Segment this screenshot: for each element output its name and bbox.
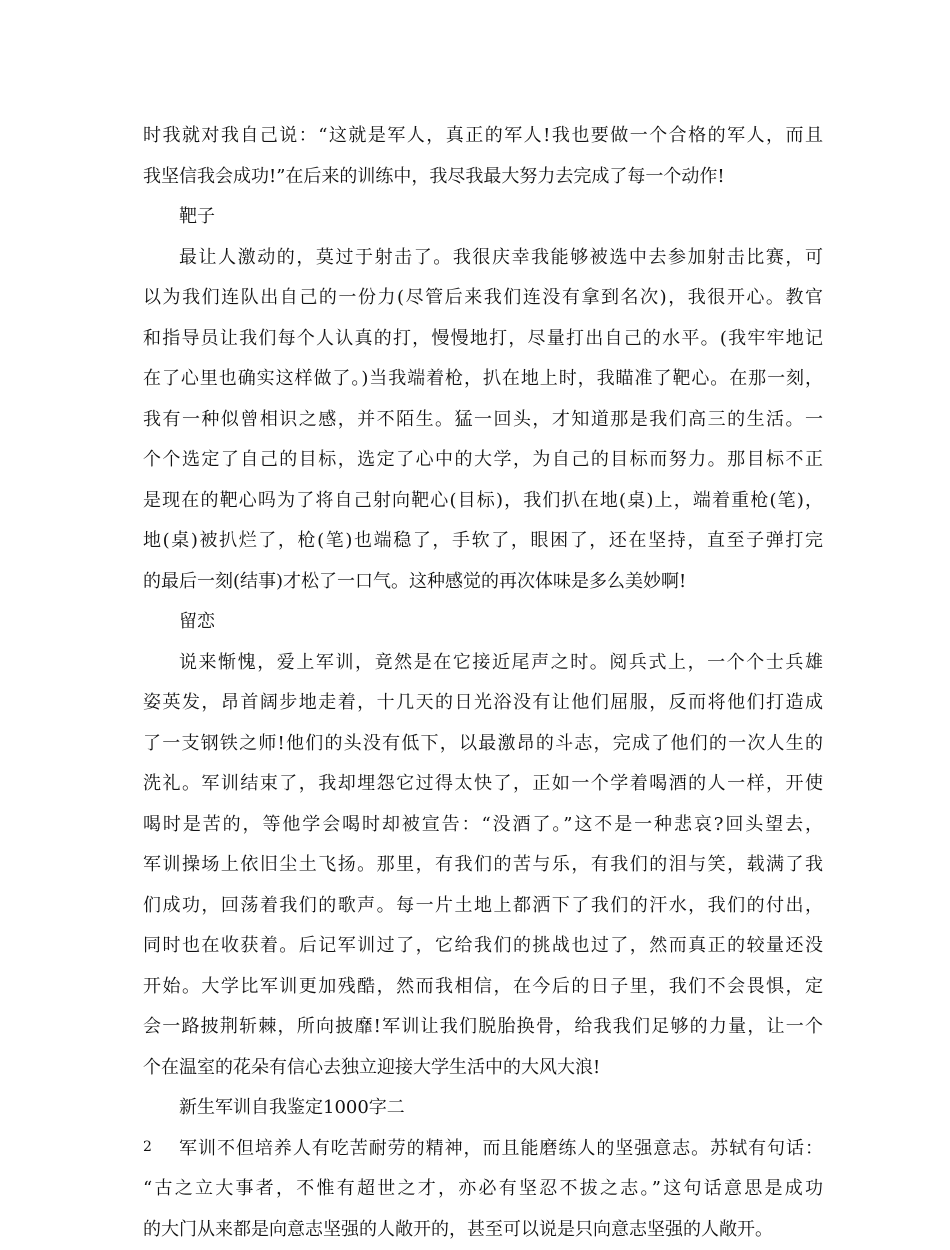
text-line: 在了心里也确实这样做了。)当我端着枪，扒在地上时，我瞄准了靶心。在那一刻， [143,359,823,400]
text-line: 军训不但培养人有吃苦耐劳的精神，而且能磨练人的坚强意志。苏轼有句话： [143,1129,823,1170]
text-line: 姿英发，昂首阔步地走着，十几天的日光浴没有让他们屈服，反而将他们打造成 [143,683,823,724]
text-line: 靶子 [143,197,823,238]
text-line: 个在温室的花朵有信心去独立迎接大学生活中的大风大浪! [143,1048,823,1089]
text-line: 喝时是苦的，等他学会喝时却被宣告：“没酒了。”这不是一种悲哀?回头望去， [143,805,823,846]
page-number: 2 [143,1138,152,1156]
text-line: 会一路披荆斩棘，所向披靡!军训让我们脱胎换骨，给我我们足够的力量，让一个 [143,1007,823,1048]
text-line: 时我就对我自己说：“这就是军人，真正的军人!我也要做一个合格的军人，而且 [143,116,823,157]
text-line: 和指导员让我们每个人认真的打，慢慢地打，尽量打出自己的水平。(我牢牢地记 [143,319,823,360]
text-line: 们成功，回荡着我们的歌声。每一片土地上都洒下了我们的汗水，我们的付出， [143,886,823,927]
text-line: 了一支钢铁之师!他们的头没有低下，以最激昂的斗志，完成了他们的一次人生的 [143,724,823,765]
text-line: 的最后一刻(结事)才松了一口气。这种感觉的再次体味是多么美妙啊! [143,562,823,603]
text-line: 开始。大学比军训更加残酷，然而我相信，在今后的日子里，我们不会畏惧，定 [143,967,823,1008]
text-line: 我坚信我会成功!”在后来的训练中，我尽我最大努力去完成了每一个动作! [143,157,823,198]
text-line: 我有一种似曾相识之感，并不陌生。猛一回头，才知道那是我们高三的生活。一 [143,400,823,441]
text-line: 留恋 [143,602,823,643]
text-line: 洗礼。军训结束了，我却埋怨它过得太快了，正如一个学着喝酒的人一样，开使 [143,764,823,805]
text-line: 新生军训自我鉴定1000字二 [143,1088,823,1129]
text-line: 是现在的靶心吗为了将自己射向靶心(目标)，我们扒在地(桌)上，端着重枪(笔)， [143,481,823,522]
text-line: 的大门从来都是向意志坚强的人敞开的，甚至可以说是只向意志坚强的人敞开。 [143,1210,823,1250]
text-line: 同时也在收获着。后记军训过了，它给我们的挑战也过了，然而真正的较量还没 [143,926,823,967]
text-line: 说来惭愧，爱上军训，竟然是在它接近尾声之时。阅兵式上，一个个士兵雄 [143,643,823,684]
text-line: 个个选定了自己的目标，选定了心中的大学，为自己的目标而努力。那目标不正 [143,440,823,481]
text-line: 最让人激动的，莫过于射击了。我很庆幸我能够被选中去参加射击比赛，可 [143,238,823,279]
document-body [143,116,823,1250]
text-line: 地(桌)被扒烂了，枪(笔)也端稳了，手软了，眼困了，还在坚持，直至子弹打完 [143,521,823,562]
text-line: 以为我们连队出自己的一份力(尽管后来我们连没有拿到名次)，我很开心。教官 [143,278,823,319]
text-line: 军训操场上依旧尘土飞扬。那里，有我们的苦与乐，有我们的泪与笑，载满了我 [143,845,823,886]
text-line: “古之立大事者，不惟有超世之才，亦必有坚忍不拔之志。”这句话意思是成功 [143,1169,823,1210]
